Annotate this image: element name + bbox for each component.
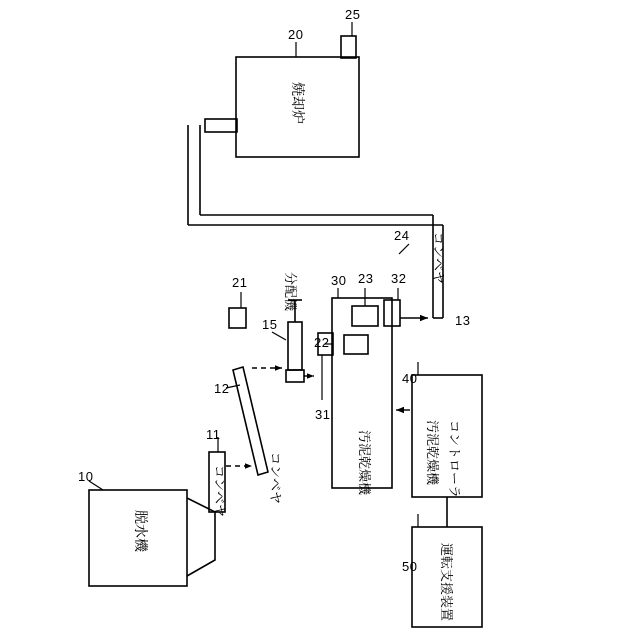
ref-10: 10 — [78, 469, 94, 484]
caption-incinerator: 焼却炉 — [290, 82, 306, 124]
ref-11: 11 — [206, 427, 221, 442]
caption-conveyor-13: コンベヤ — [431, 232, 446, 285]
ref-15: 15 — [262, 317, 278, 332]
ref-30: 30 — [331, 273, 347, 288]
ref-24: 24 — [394, 228, 410, 243]
ref-13: 13 — [455, 313, 471, 328]
ref-31: 31 — [315, 407, 331, 422]
caption-support-device: 運転支援装置 — [439, 543, 454, 622]
ref-20: 20 — [288, 27, 304, 42]
ref-21: 21 — [232, 275, 248, 290]
caption-dewaterer: 脱水機 — [133, 510, 149, 552]
ref-12: 12 — [214, 381, 230, 396]
ref-32: 32 — [391, 271, 407, 286]
ref-23: 23 — [358, 271, 374, 286]
ref-40: 40 — [402, 371, 418, 386]
caption-sludge-dryer: 汚泥乾燥機 — [357, 430, 372, 496]
caption-conveyor-11: コンベヤ — [212, 465, 227, 518]
ref-50: 50 — [402, 559, 418, 574]
caption-controller-line1: 汚泥乾燥機 — [425, 420, 440, 486]
caption-conveyor-12: コンベヤ — [268, 452, 283, 505]
caption-distributor: 分配機 — [283, 272, 298, 312]
ref-22: 22 — [314, 335, 330, 350]
ref-25: 25 — [345, 7, 361, 22]
caption-controller-line2: コントローラ — [447, 420, 462, 499]
